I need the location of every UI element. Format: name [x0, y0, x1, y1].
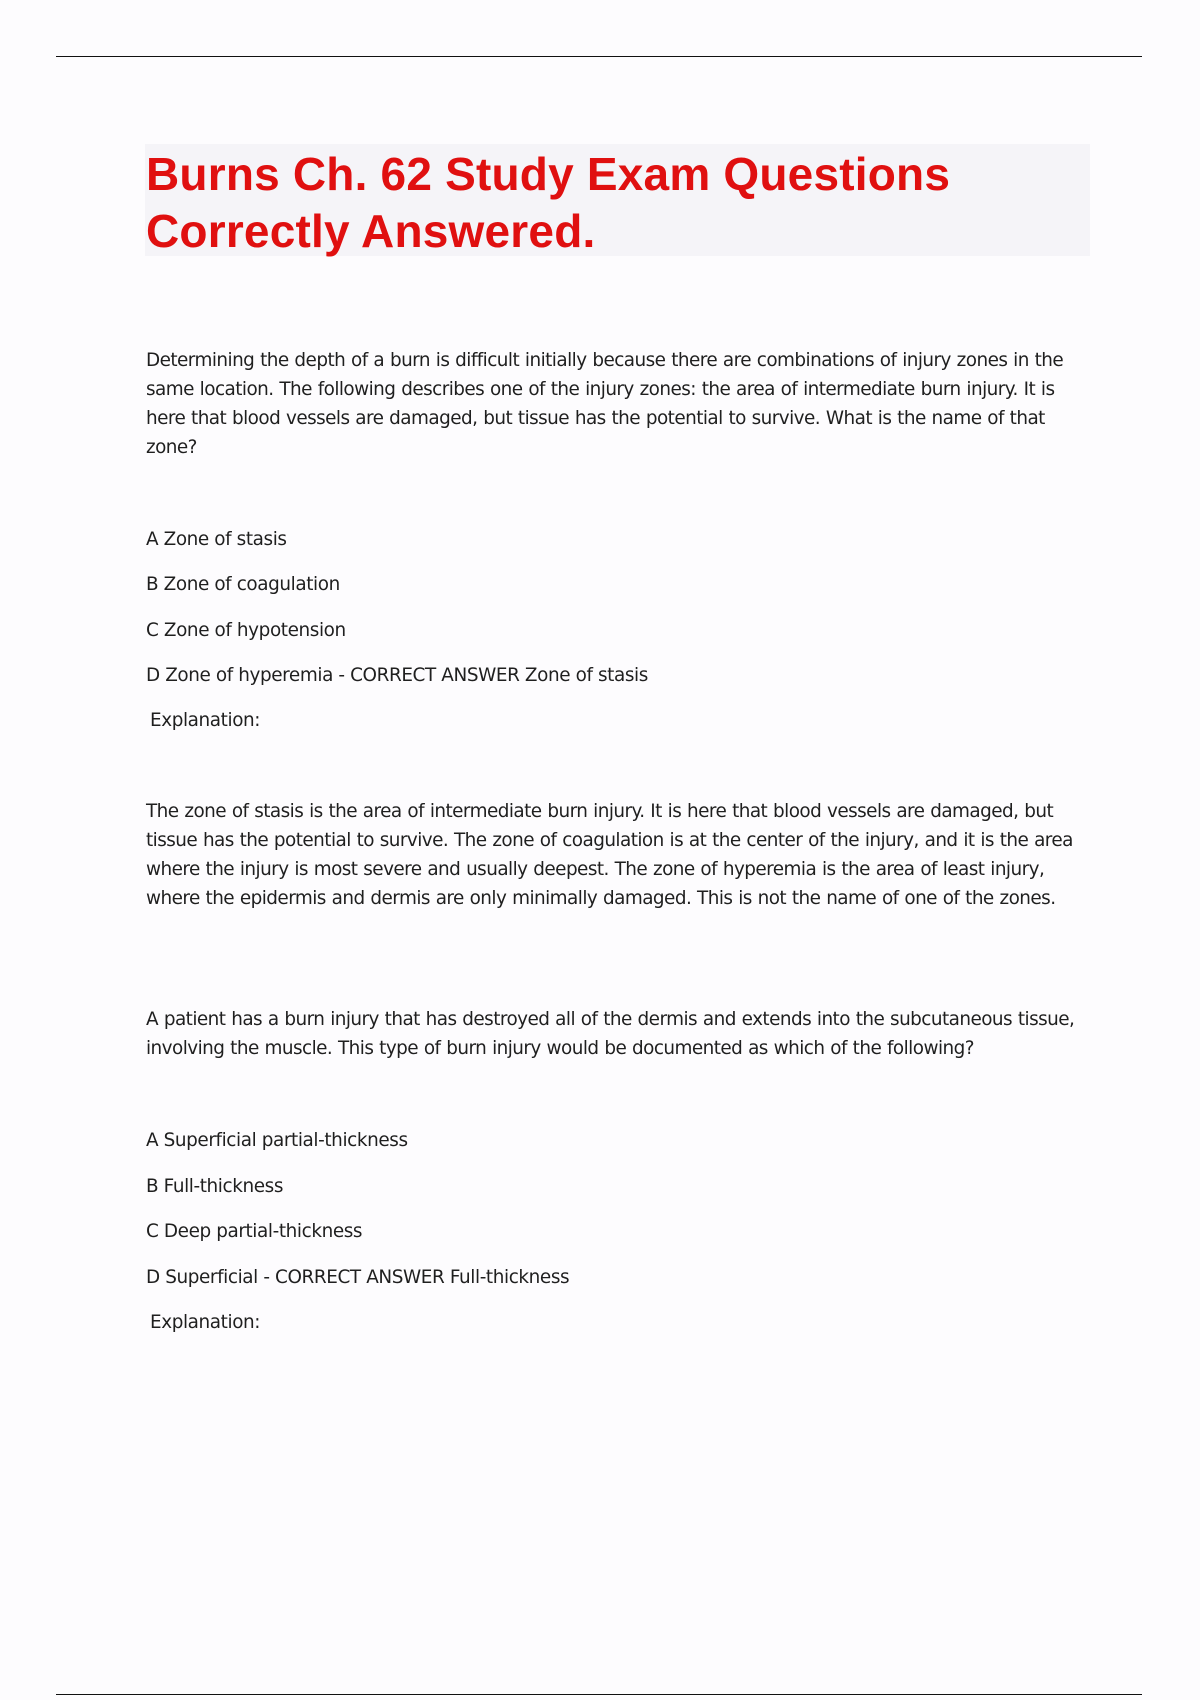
question-1-explanation: The zone of stasis is the area of intermediate burn injury. It is here that blood vessels are damaged, but tissue has the potential to survive. The zone of coagulation is at the center of the injury, and it is the area where the injury is most severe and usually deepest. The zone of hyperemia is the area of least injury, where the epidermis and dermis are only minimally damaged. This is not the name of one of the zones.: [146, 801, 1073, 909]
question-2-option-d: D Superficial - CORRECT ANSWER Full-thickness: [146, 1267, 570, 1288]
question-2-option-b: B Full-thickness: [146, 1176, 284, 1197]
header-rule: [56, 56, 1142, 57]
question-2-stem: A patient has a burn injury that has destroyed all of the dermis and extends into the subcutaneous tissue, involving the muscle. This type of burn injury would be documented as which of the following?: [146, 1009, 1075, 1059]
question-2-option-c: C Deep partial-thickness: [146, 1221, 363, 1242]
question-2-option-a: A Superficial partial-thickness: [146, 1130, 408, 1151]
question-1-stem: Determining the depth of a burn is difficult initially because there are combinations of injury zones in the same location. The following describes one of the injury zones: the area of intermediate burn injury. It is here that blood vessels are damaged, but tissue has the potential to survive. What is the name of that zone?: [146, 350, 1064, 458]
question-1-option-b: B Zone of coagulation: [146, 574, 340, 595]
question-1-option-d: D Zone of hyperemia - CORRECT ANSWER Zone of stasis: [146, 665, 648, 686]
document-title: Burns Ch. 62 Study Exam Questions Correctly Answered.: [146, 148, 951, 257]
footer-rule: [56, 1694, 1142, 1695]
question-1-option-c: C Zone of hypotension: [146, 620, 346, 641]
question-2-explanation-label: Explanation:: [150, 1312, 261, 1333]
question-1-explanation-label: Explanation:: [150, 710, 261, 731]
question-1-option-a: A Zone of stasis: [146, 529, 287, 550]
